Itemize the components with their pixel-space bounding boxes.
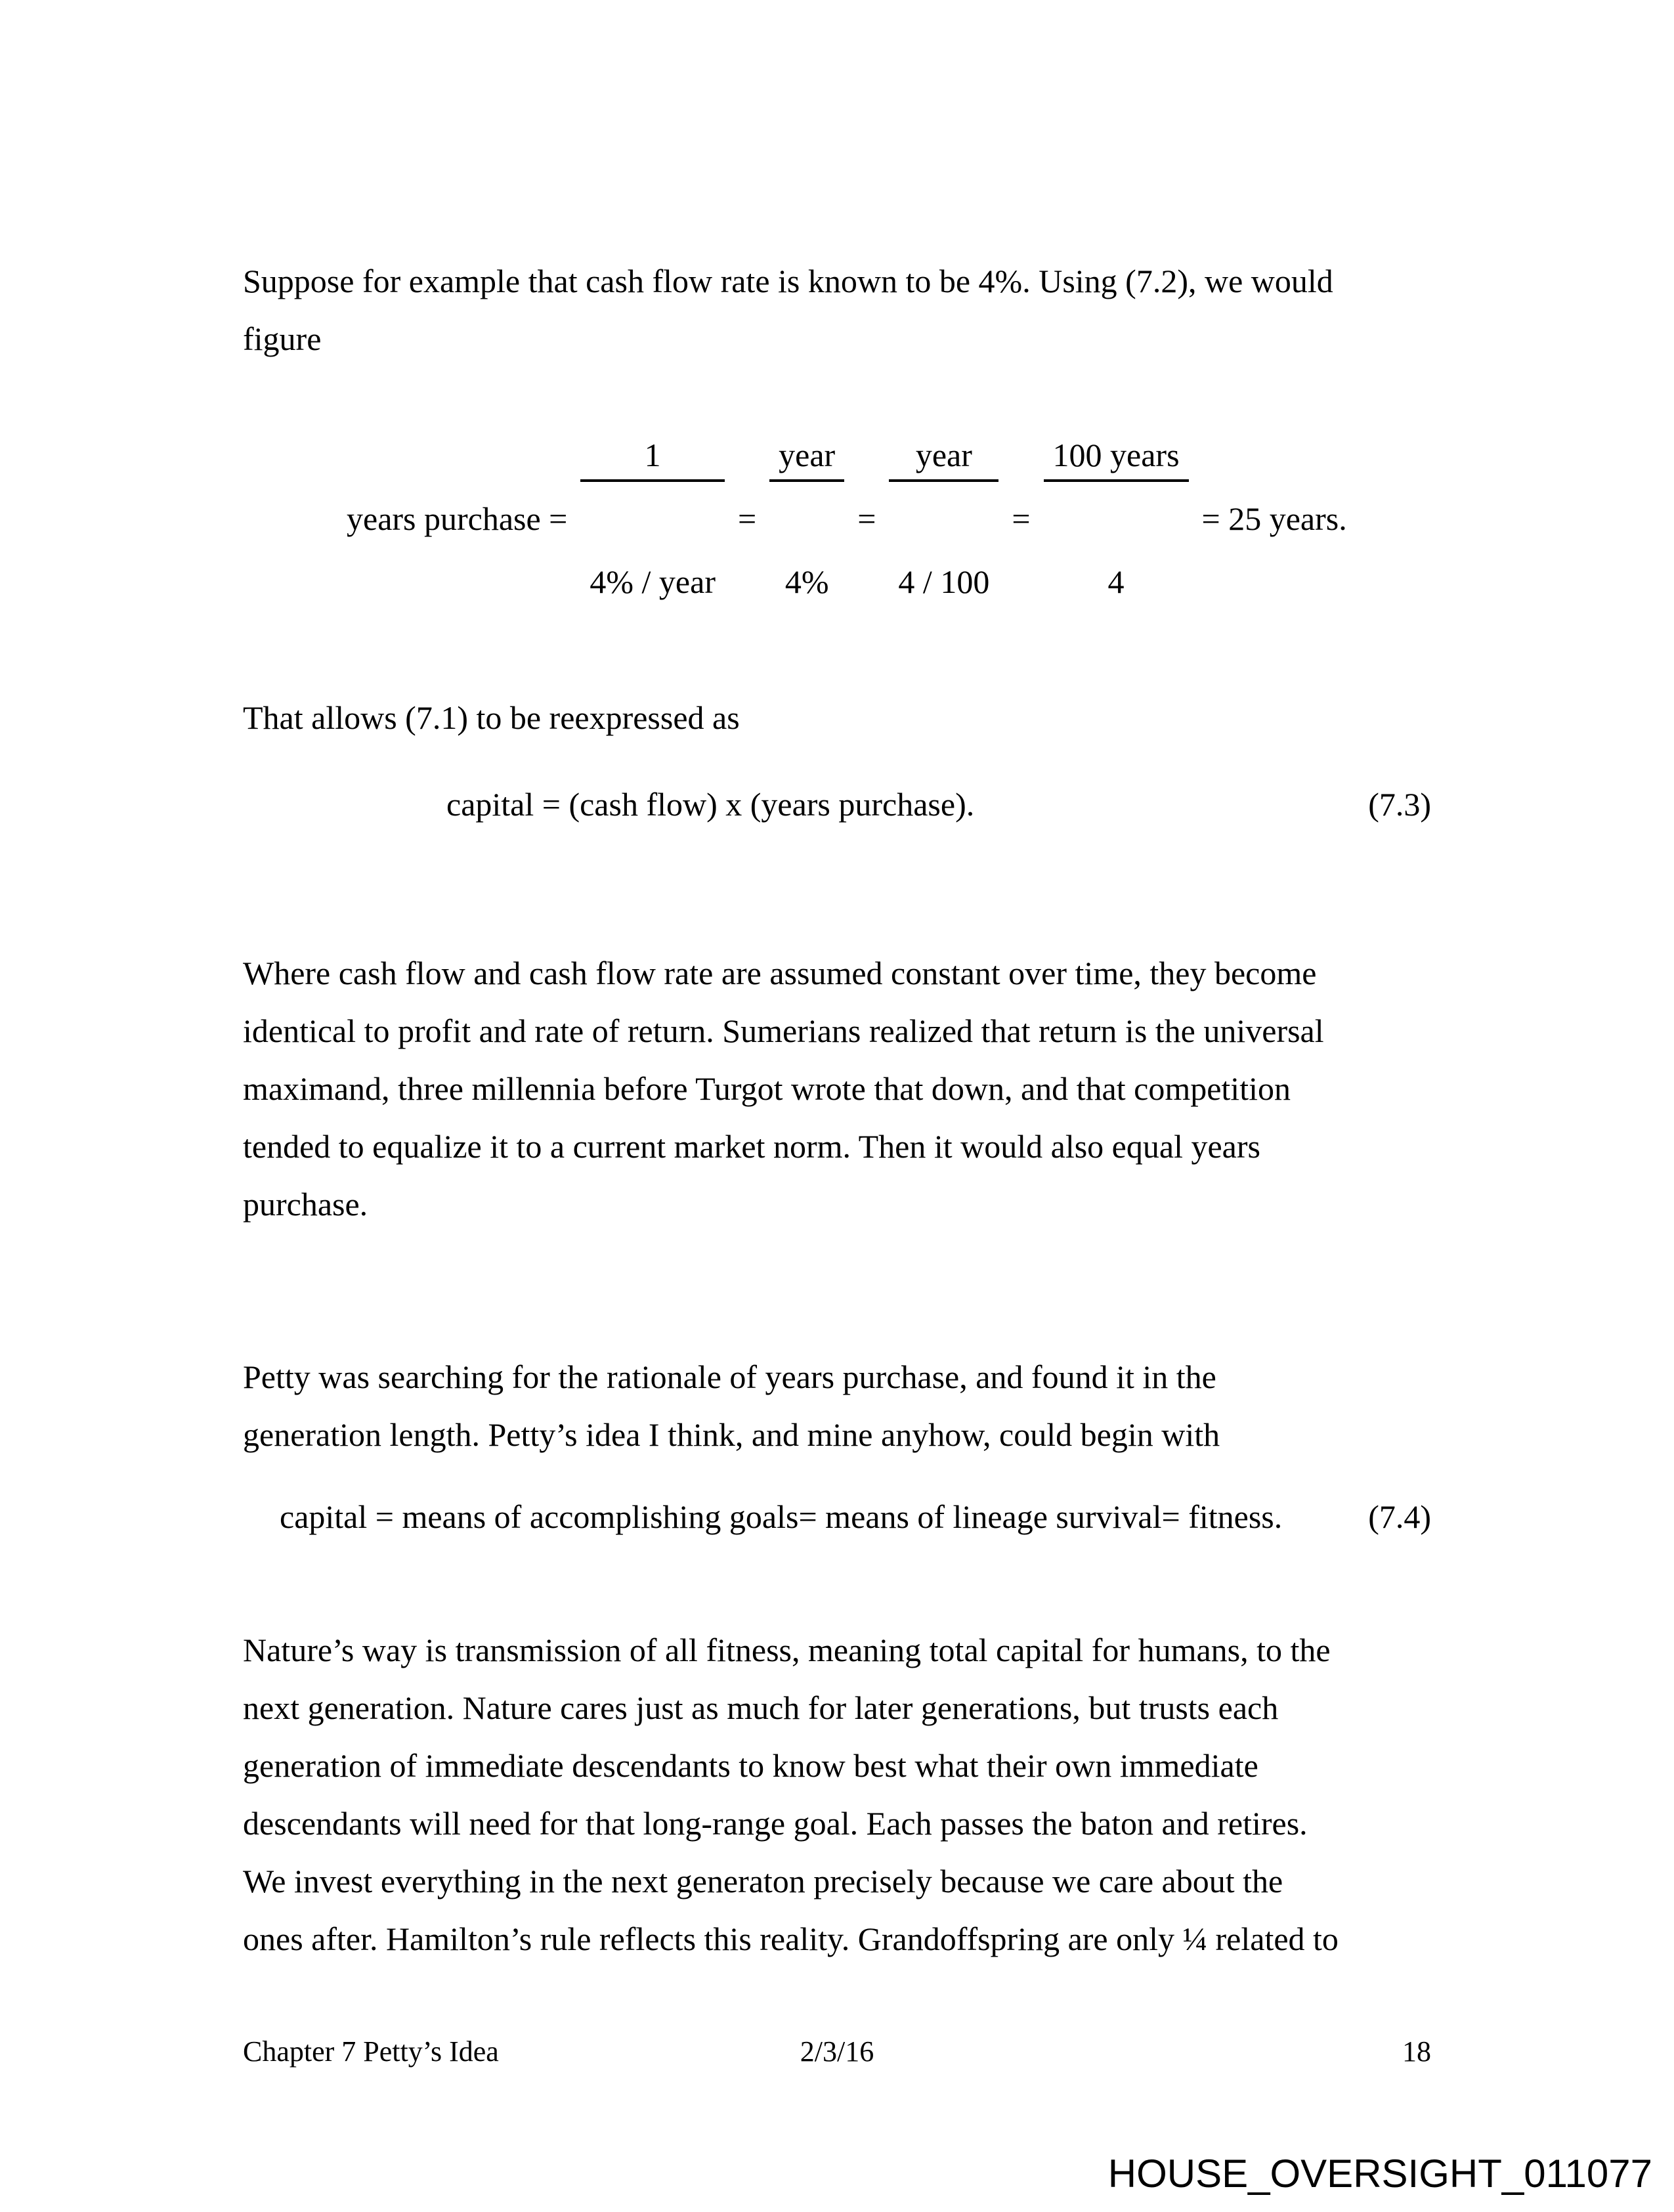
text-line: We invest everything in the next generaton precisely because we care about the — [243, 1863, 1283, 1899]
equation-7-3 — [243, 775, 1431, 833]
text-line: next generation. Nature cares just as much for later generations, but trusts each — [243, 1689, 1279, 1726]
fraction-year-over-4pct — [769, 359, 844, 679]
equation-7-2 — [347, 436, 1347, 600]
text-line: Where cash flow and cash flow rate are assumed constant over time, they become — [243, 955, 1317, 991]
text-line: maximand, three millennia before Turgot wrote that down, and that competition — [243, 1070, 1291, 1107]
page-footer — [243, 2023, 1431, 2081]
lead-in-line: That allows (7.1) to be reexpressed as — [243, 699, 740, 736]
text-line: tended to equalize it to a current market norm. Then it would also equal years — [243, 1128, 1260, 1165]
text-line: descendants will need for that long-range goal. Each passes the baton and retires. — [243, 1805, 1308, 1842]
paragraph-cash-flow — [243, 944, 1324, 1233]
equals-sign: = — [857, 500, 876, 537]
fraction-denominator: 4 / 100 — [898, 563, 990, 600]
equation-body: capital = (cash flow) x (years purchase). — [446, 786, 975, 823]
paragraph-petty — [243, 1348, 1220, 1464]
fraction-numerator: year — [769, 435, 844, 483]
paragraph-natures-way — [243, 1621, 1339, 1968]
text-line: identical to profit and rate of return. Sumerians realized that return is the universal — [243, 1012, 1324, 1049]
fraction-denominator: 4% — [784, 563, 829, 600]
fraction-denominator: 4 — [1107, 563, 1125, 600]
footer-page-number: 18 — [1402, 2035, 1431, 2068]
bates-stamp: HOUSE_OVERSIGHT_011077 — [1107, 2152, 1652, 2196]
equals-sign: = — [1012, 500, 1031, 537]
equals-sign: = — [737, 500, 757, 537]
text-line: purchase. — [243, 1186, 368, 1223]
text-line: Suppose for example that cash flow rate is known to be 4%. Using (7.2), we would — [243, 263, 1333, 299]
footer-date: 2/3/16 — [800, 2035, 874, 2068]
text-line: ones after. Hamilton’s rule reflects this reality. Grandoffspring are only ¼ related to — [243, 1920, 1339, 1957]
fraction-numerator: 100 years — [1044, 435, 1189, 483]
fraction-numerator: year — [889, 435, 998, 483]
text-line: Petty was searching for the rationale of years purchase, and found it in the — [243, 1358, 1216, 1395]
text-line: figure — [243, 320, 322, 357]
fraction-numerator: 1 — [580, 435, 725, 483]
equation-result: = 25 years. — [1201, 500, 1347, 537]
equation-number: (7.3) — [1368, 786, 1431, 823]
equation-number: (7.4) — [1368, 1498, 1431, 1535]
equation-lhs: years purchase = — [347, 500, 568, 537]
fraction-100years-over-4 — [1044, 359, 1189, 679]
fraction-denominator: 4% / year — [590, 563, 716, 600]
text-line: generation of immediate descendants to know best what their own immediate — [243, 1747, 1258, 1784]
equation-body: capital = means of accomplishing goals= means of lineage survival= fitness. — [280, 1498, 1283, 1535]
text-line: Nature’s way is transmission of all fitness, meaning total capital for humans, to the — [243, 1632, 1331, 1668]
fraction-1-over-rate — [580, 359, 725, 679]
text-line: generation length. Petty’s idea I think, and mine anyhow, could begin with — [243, 1416, 1220, 1453]
fraction-year-over-4-100 — [889, 359, 998, 679]
paragraph-intro — [243, 252, 1333, 368]
footer-chapter-title: Chapter 7 Petty’s Idea — [243, 2035, 499, 2068]
equation-7-4 — [243, 1488, 1431, 1546]
